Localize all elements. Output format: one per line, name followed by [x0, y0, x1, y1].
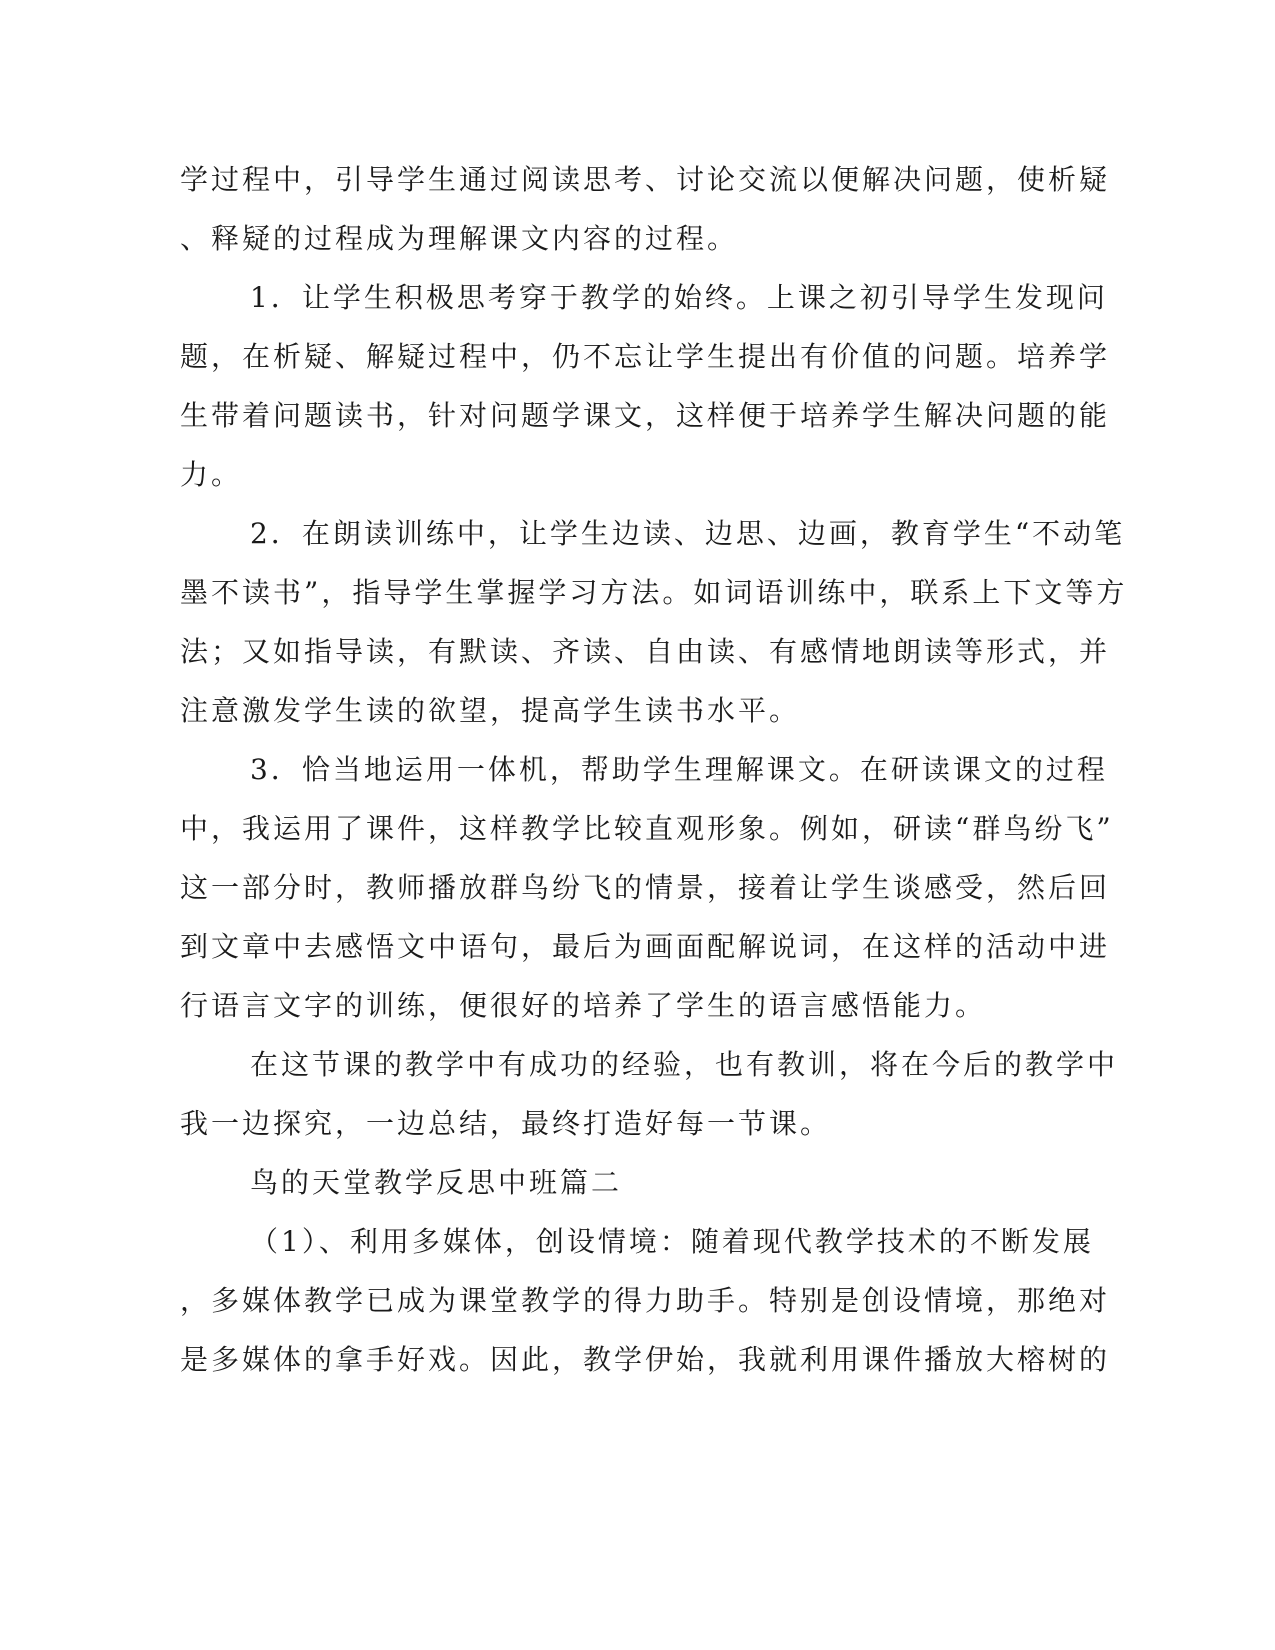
text-line: 1．让学生积极思考穿于教学的始终。上课之初引导学生发现问	[250, 281, 1108, 314]
text-line: 3．恰当地运用一体机，帮助学生理解课文。在研读课文的过程	[250, 753, 1108, 786]
text-line: 我一边探究，一边总结，最终打造好每一节课。	[180, 1107, 832, 1140]
text-line: 中，我运用了课件，这样教学比较直观形象。例如，研读“群鸟纷飞”	[180, 812, 1114, 845]
text-line: 题，在析疑、解疑过程中，仍不忘让学生提出有价值的问题。培养学	[180, 340, 1111, 373]
text-line: 是多媒体的拿手好戏。因此，教学伊始，我就利用课件播放大榕树的	[180, 1343, 1111, 1376]
text-line: 到文章中去感悟文中语句，最后为画面配解说词，在这样的活动中进	[180, 930, 1111, 963]
text-line: 、释疑的过程成为理解课文内容的过程。	[180, 222, 739, 255]
text-line: 注意激发学生读的欲望，提高学生读书水平。	[180, 694, 801, 727]
text-line: 力。	[180, 458, 243, 491]
text-line: 行语言文字的训练，便很好的培养了学生的语言感悟能力。	[180, 989, 987, 1022]
text-line: ，多媒体教学已成为课堂教学的得力助手。特别是创设情境，那绝对	[180, 1284, 1111, 1317]
text-line: 这一部分时，教师播放群鸟纷飞的情景，接着让学生谈感受，然后回	[180, 871, 1111, 904]
text-line: 在这节课的教学中有成功的经验，也有教训，将在今后的教学中	[250, 1048, 1119, 1081]
text-line: （1）、利用多媒体，创设情境：随着现代教学技术的不断发展	[250, 1225, 1094, 1258]
text-line: 法；又如指导读，有默读、齐读、自由读、有感情地朗读等形式，并	[180, 635, 1111, 668]
section-heading: 鸟的天堂教学反思中班篇二	[250, 1166, 623, 1199]
text-line: 2．在朗读训练中，让学生边读、边思、边画，教育学生“不动笔	[250, 517, 1126, 550]
text-line: 墨不读书”，指导学生掌握学习方法。如词语训练中，联系上下文等方	[180, 576, 1128, 609]
text-line: 学过程中，引导学生通过阅读思考、讨论交流以便解决问题，使析疑	[180, 163, 1111, 196]
text-line: 生带着问题读书，针对问题学课文，这样便于培养学生解决问题的能	[180, 399, 1111, 432]
